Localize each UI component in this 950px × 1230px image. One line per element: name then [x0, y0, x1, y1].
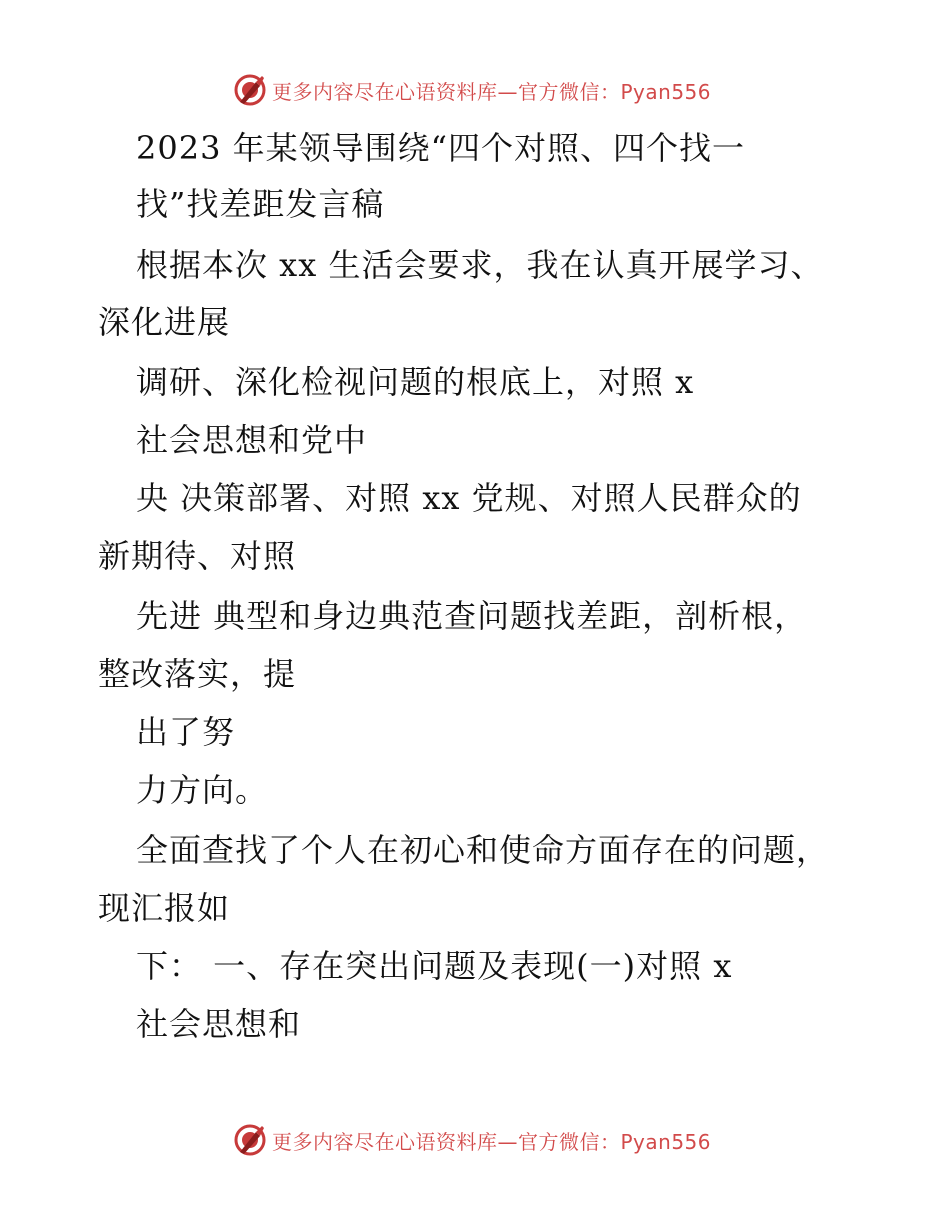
pen-nib-logo-icon	[232, 1122, 268, 1158]
banner-text: 更多内容尽在心语资料库—官方微信：Pyan556	[272, 1129, 712, 1154]
paragraph-line: 先进 典型和身边典范查问题找差距，剖析根，	[136, 597, 808, 635]
paragraph-line: 根据本次 xx 生活会要求，我在认真开展学习、	[136, 246, 824, 284]
paragraph-line: 社会思想和	[136, 1005, 302, 1043]
paragraph-line: 下： 一、存在突出问题及表现(一)对照 x	[136, 947, 733, 985]
paragraph-line: 深化进展	[98, 303, 231, 341]
paragraph-line: 央 决策部署、对照 xx 党规、对照人民群众的	[136, 479, 802, 517]
paragraph-line: 力方向。	[136, 771, 269, 809]
paragraph-line: 新期待、对照	[98, 537, 297, 575]
header-banner	[232, 72, 711, 108]
paragraph-line: 整改落实，提	[98, 655, 297, 693]
document-title-line-2: 找”找差距发言稿	[136, 185, 385, 223]
pen-nib-logo-icon	[232, 72, 268, 108]
banner-text: 更多内容尽在心语资料库—官方微信：Pyan556	[272, 79, 712, 104]
paragraph-line: 调研、深化检视问题的根底上，对照 x	[136, 363, 695, 401]
paragraph-line: 全面查找了个人在初心和使命方面存在的问题，	[136, 831, 830, 869]
paragraph-line: 社会思想和党中	[136, 421, 368, 459]
paragraph-line: 现汇报如	[98, 889, 231, 927]
footer-banner	[232, 1122, 711, 1158]
document-title-line-1: 2023 年某领导围绕“四个对照、四个找一	[136, 129, 745, 167]
paragraph-line: 出了努	[136, 713, 236, 751]
